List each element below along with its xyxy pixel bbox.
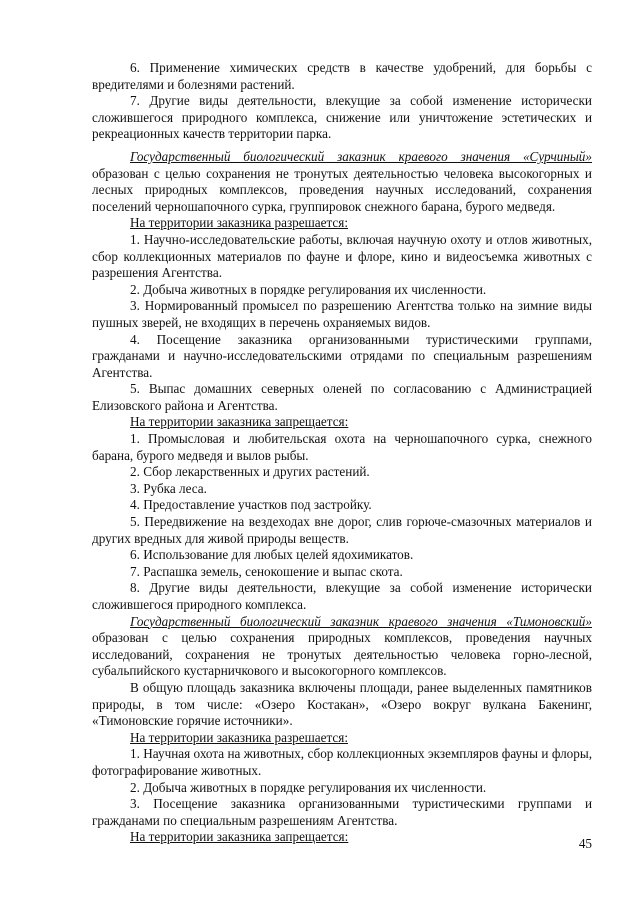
surch-forbidden-5: 5. Передвижение на вездеходах вне дорог, слив горюче-смазочных материалов и других вредных для живой природы веществ. [92,514,592,546]
timon-description: образован с целью сохранения природных комплексов, проведения научных исследований, сохранения не тронутых деятельностью человека горно-лесной, субальпийского кустарничкового и высокогорного комплексов. [92,630,592,679]
surch-forbidden-8: 8. Другие виды деятельности, влекущие за собой изменение исторически сложившегося природного комплекса. [92,580,592,612]
timon-allowed-1: 1. Научная охота на животных, сбор коллекционных экземпляров фауны и флоры, фотографирование животных. [92,746,592,778]
surch-forbidden-2: 2. Сбор лекарственных и других растений. [130,464,370,480]
surch-forbidden-1: 1. Промысловая и любительская охота на черношапочного сурка, снежного барана, бурого медведя и вылов рыбы. [92,431,592,463]
surch-allowed-4: 4. Посещение заказника организованными туристическими группами, гражданами и научно-исследовательскими отрядами по специальным разрешениям Агентства. [92,331,592,380]
timon-section [92,614,592,680]
surch-forbidden-4: 4. Предоставление участков под застройку. [130,497,372,513]
paragraph-item-6: 6. Применение химических средств в качестве удобрений, для борьбы с вредителями и болезнями растений. [92,60,592,92]
timon-forbidden-heading: На территории заказника запрещается: [130,829,349,845]
page-number: 45 [578,836,592,851]
timon-title: Государственный биологический заказник краевого значения «Тимоновский» [130,613,592,629]
surch-title: Государственный биологический заказник краевого значения «Сурчиный» [130,148,592,164]
timon-allowed-heading: На территории заказника разрешается: [130,729,348,745]
surch-forbidden-6: 6. Использование для любых целей ядохимикатов. [130,547,414,563]
timon-allowed-2: 2. Добыча животных в порядке регулирования их численности. [130,779,487,795]
surch-allowed-1: 1. Научно-исследовательские работы, включая научную охоту и отлов животных, сбор коллекционных материалов по фауне и флоре, кино и видеосъемка животных с разрешения Агентства. [92,231,592,281]
timon-area: В общую площадь заказника включены площади, ранее выделенных памятников природы, в том числе: «Озеро Костакан», «Озеро вокруг вулкана Бакенинг, «Тимоновские горячие источники». [92,679,592,729]
surch-allowed-5: 5. Выпас домашних северных оленей по согласованию с Администрацией Елизовского района и Агентства. [92,381,592,413]
surch-section [92,149,592,215]
surch-description: образован с целью сохранения не тронутых деятельностью человека высокогорных и лесных природных комплексов, проведения научных исследований, сохранения поселений черношапочного сурка, группировок снежного барана, бурого медведя. [92,165,592,214]
surch-allowed-3: 3. Нормированный промысел по разрешению Агентства только на зимние виды пушных зверей, не входящих в перечень охраняемых видов. [92,298,592,330]
surch-forbidden-heading: На территории заказника запрещается: [130,414,349,430]
paragraph-item-7: 7. Другие виды деятельности, влекущие за собой изменение исторически сложившегося природного комплекса, снижение или уничтожение эстетических и рекреационных качеств территории парка. [92,93,592,142]
surch-allowed-heading: На территории заказника разрешается: [130,215,348,231]
surch-forbidden-7: 7. Распашка земель, сенокошение и выпас скота. [130,563,403,579]
page-content [92,60,592,846]
timon-allowed-3: 3. Посещение заказника организованными туристическими группами и гражданами по специальным разрешениям Агентства. [92,796,592,828]
surch-forbidden-3: 3. Рубка леса. [130,480,207,496]
surch-allowed-2: 2. Добыча животных в порядке регулирования их численности. [130,281,487,297]
